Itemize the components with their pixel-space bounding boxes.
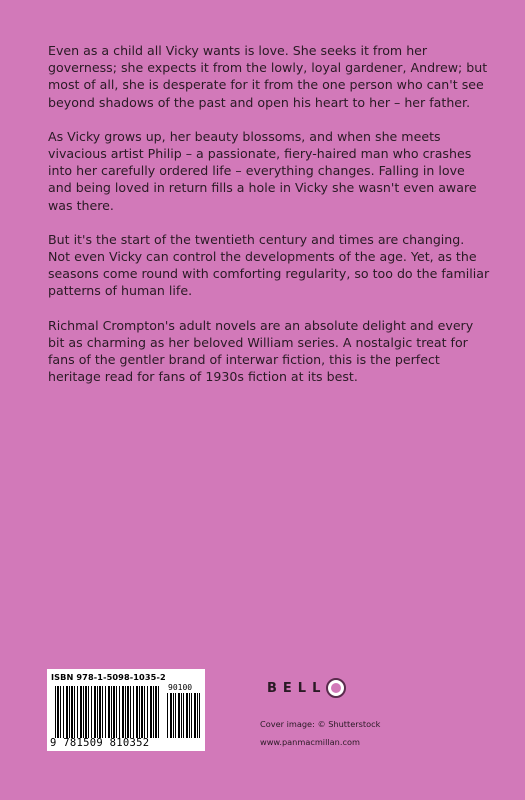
barcode-addon-digits: 90100	[168, 683, 193, 692]
publisher-logo	[267, 675, 346, 701]
barcode-bars	[55, 686, 159, 738]
isbn-label: ISBN 978-1-5098-1035-2	[51, 672, 166, 682]
cover-image-credit: Cover image: © Shutterstock	[260, 719, 381, 729]
publisher-logo-text: BELL	[267, 680, 327, 696]
barcode-addon-bars	[167, 693, 201, 738]
publisher-website: www.panmacmillan.com	[260, 737, 360, 747]
blurb-paragraph-3: But it's the start of the twentieth century and times are changing. Not even Vicky can control the developments of the age. Yet, as the seasons come round with comforting regularity, so too do the familiar patterns of human life.	[48, 231, 490, 299]
publisher-logo-o-icon	[326, 678, 346, 698]
blurb-paragraph-1: Even as a child all Vicky wants is love. She seeks it from her governess; she expects it from the lowly, loyal gardener, Andrew; but most of all, she is desperate for it from the one person who can't see beyond shadows of the past and open his heart to her – her father.	[48, 43, 488, 110]
blurb-paragraph-2: As Vicky grows up, her beauty blossoms, and when she meets vivacious artist Philip – a passionate, fiery-haired man who crashes into her carefully ordered life – everything changes. Falling in love and being loved in return fills a hole in Vicky she wasn't even aware was there.	[48, 128, 477, 213]
blurb-paragraph-4: Richmal Crompton's adult novels are an absolute delight and every bit as charming as her beloved William series. A nostalgic treat for fans of the gentler brand of interwar fiction, this is the perfect heritage read for fans of 1930s fiction at its best.	[48, 317, 474, 385]
barcode	[47, 669, 205, 751]
blurb-text	[48, 42, 490, 402]
barcode-ean-digits: 9 781509 810352	[50, 737, 150, 749]
